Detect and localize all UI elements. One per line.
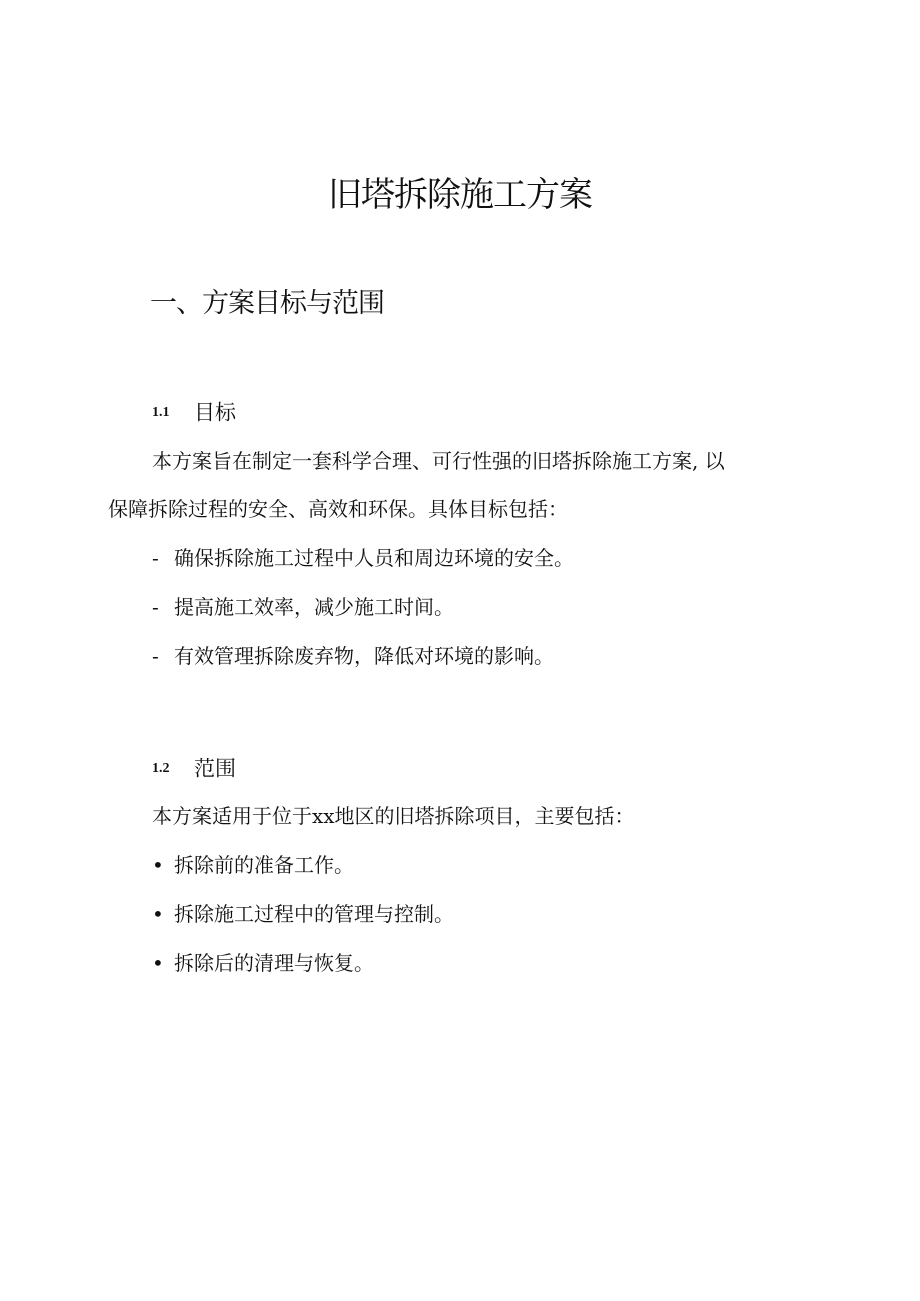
section-heading: 一、方案目标与范围	[150, 288, 384, 319]
list-item-text: 拆除后的清理与恢复。	[174, 951, 374, 975]
list-item	[152, 641, 554, 671]
dash-marker: -	[152, 644, 159, 668]
subsection-goal-heading	[152, 397, 236, 428]
list-item-text: 拆除前的准备工作。	[174, 853, 354, 877]
list-item-text: 拆除施工过程中的管理与控制。	[174, 902, 454, 926]
list-item	[152, 543, 574, 573]
bullet-marker: •	[152, 951, 164, 975]
list-item	[152, 850, 354, 880]
subsection-scope-heading	[152, 753, 236, 784]
list-item-text: 有效管理拆除废弃物，降低对环境的影响。	[174, 644, 554, 668]
dash-marker: -	[152, 595, 159, 619]
subsection-goal-number: 1.1	[152, 404, 170, 420]
subsection-scope-number: 1.2	[152, 760, 170, 776]
scope-intro: 本方案适用于位于xx地区的旧塔拆除项目，主要包括：	[152, 804, 635, 828]
goal-intro-line2: 保障拆除过程的安全、高效和环保。具体目标包括：	[108, 497, 568, 521]
list-item-text: 确保拆除施工过程中人员和周边环境的安全。	[174, 546, 574, 570]
document-title: 旧塔拆除施工方案	[328, 175, 592, 215]
bullet-marker: •	[152, 902, 164, 926]
subsection-goal-title: 目标	[194, 400, 236, 425]
subsection-scope-title: 范围	[194, 756, 236, 781]
list-item	[152, 948, 374, 978]
list-item-text: 提高施工效率，减少施工时间。	[174, 595, 454, 619]
goal-intro-line1: 本方案旨在制定一套科学合理、可行性强的旧塔拆除施工方案, 以	[152, 449, 725, 473]
list-item	[152, 899, 454, 929]
dash-marker: -	[152, 546, 159, 570]
list-item	[152, 592, 454, 622]
bullet-marker: •	[152, 853, 164, 877]
